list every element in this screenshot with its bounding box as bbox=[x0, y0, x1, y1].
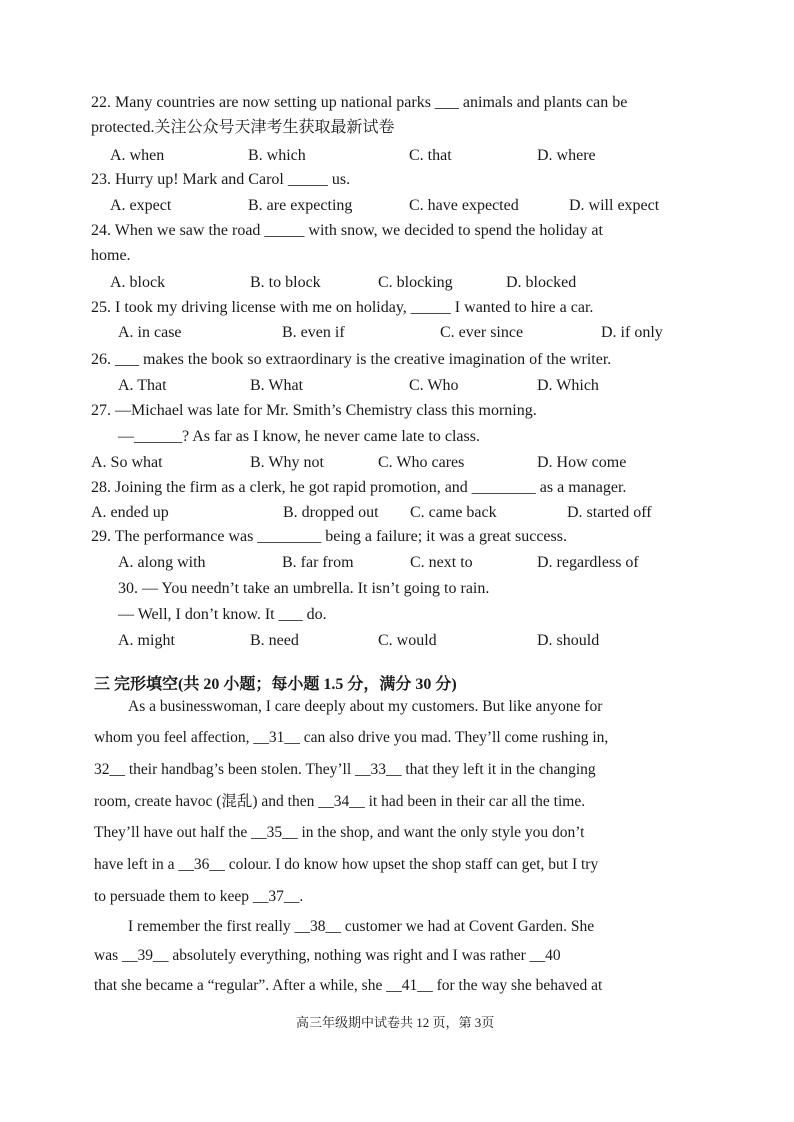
q22-line-2: protected.关注公众号天津考生获取最新试卷 bbox=[91, 119, 395, 136]
q30-option-a: A. might bbox=[118, 632, 175, 649]
q29-option-a: A. along with bbox=[118, 554, 206, 571]
q23-option-d: D. will expect bbox=[569, 197, 660, 214]
q24-line-1: 24. When we saw the road _____ with snow, we decided to spend the holiday at bbox=[91, 222, 603, 239]
q29-option-d: D. regardless of bbox=[537, 554, 639, 571]
q27-option-c: C. Who cares bbox=[378, 454, 465, 471]
cloze-line-2: whom you feel affection, __31__ can also drive you mad. They’ll come rushing in, bbox=[94, 729, 609, 746]
cloze-line-8: I remember the first really __38__ customer we had at Covent Garden. She bbox=[128, 918, 595, 935]
q22-line-1: 22. Many countries are now setting up national parks ___ animals and plants can be bbox=[91, 94, 628, 111]
cloze-line-10: that she became a “regular”. After a while, she __41__ for the way she behaved at bbox=[94, 977, 603, 994]
q24-line-2: home. bbox=[91, 247, 131, 264]
section-heading: 三 完形填空(共 20 小题；每小题 1.5 分，满分 30 分) bbox=[94, 676, 457, 693]
q23-line-1: 23. Hurry up! Mark and Carol _____ us. bbox=[91, 171, 351, 188]
q26-line-1: 26. ___ makes the book so extraordinary is the creative imagination of the writer. bbox=[91, 351, 612, 368]
q29-option-c: C. next to bbox=[410, 554, 473, 571]
q24-option-b: B. to block bbox=[250, 274, 321, 291]
q23-option-a: A. expect bbox=[110, 197, 172, 214]
q25-option-b: B. even if bbox=[282, 324, 345, 341]
q25-line-1: 25. I took my driving license with me on holiday, _____ I wanted to hire a car. bbox=[91, 299, 594, 316]
q26-option-a: A. That bbox=[118, 377, 167, 394]
q22-option-d: D. where bbox=[537, 147, 596, 164]
q26-option-d: D. Which bbox=[537, 377, 599, 394]
q26-option-b: B. What bbox=[250, 377, 304, 394]
q28-line-1: 28. Joining the firm as a clerk, he got rapid promotion, and ________ as a manager. bbox=[91, 479, 627, 496]
q27-line-1: 27. —Michael was late for Mr. Smith’s Chemistry class this morning. bbox=[91, 402, 537, 419]
q28-option-d: D. started off bbox=[567, 504, 652, 521]
page-footer: 高三年级期中试卷共 12 页，第 3页 bbox=[296, 1015, 495, 1030]
q30-option-d: D. should bbox=[537, 632, 600, 649]
q29-option-b: B. far from bbox=[282, 554, 354, 571]
q27-option-d: D. How come bbox=[537, 454, 627, 471]
q28-option-a: A. ended up bbox=[91, 504, 169, 521]
q24-option-a: A. block bbox=[110, 274, 166, 291]
cloze-line-3: 32__ their handbag’s been stolen. They’ll __33__ that they left it in the changing bbox=[94, 761, 596, 778]
q25-option-c: C. ever since bbox=[440, 324, 524, 341]
cloze-line-6: have left in a __36__ colour. I do know how upset the shop staff can get, but I try bbox=[94, 856, 599, 873]
q22-option-a: A. when bbox=[110, 147, 165, 164]
q30-option-c: C. would bbox=[378, 632, 437, 649]
q25-option-a: A. in case bbox=[118, 324, 182, 341]
q22-option-b: B. which bbox=[248, 147, 306, 164]
q27-option-a: A. So what bbox=[91, 454, 163, 471]
q26-option-c: C. Who bbox=[409, 377, 459, 394]
cloze-line-5: They’ll have out half the __35__ in the shop, and want the only style you don’t bbox=[94, 824, 585, 841]
q27-line-2: —______? As far as I know, he never came late to class. bbox=[118, 428, 480, 445]
q30-line-1: 30. — You needn’t take an umbrella. It isn’t going to rain. bbox=[118, 580, 490, 597]
q28-option-b: B. dropped out bbox=[283, 504, 379, 521]
cloze-line-9: was __39__ absolutely everything, nothing was right and I was rather __40 bbox=[94, 947, 561, 964]
q30-option-b: B. need bbox=[250, 632, 299, 649]
q29-line-1: 29. The performance was ________ being a failure; it was a great success. bbox=[91, 528, 567, 545]
cloze-line-1: As a businesswoman, I care deeply about my customers. But like anyone for bbox=[128, 698, 603, 715]
q24-option-d: D. blocked bbox=[506, 274, 577, 291]
q23-option-c: C. have expected bbox=[409, 197, 519, 214]
q30-line-2: — Well, I don’t know. It ___ do. bbox=[118, 606, 327, 623]
cloze-line-4: room, create havoc (混乱) and then __34__ it had been in their car all the time. bbox=[94, 793, 586, 810]
q22-option-c: C. that bbox=[409, 147, 452, 164]
q25-option-d: D. if only bbox=[601, 324, 663, 341]
q28-option-c: C. came back bbox=[410, 504, 497, 521]
q23-option-b: B. are expecting bbox=[248, 197, 353, 214]
cloze-line-7: to persuade them to keep __37__. bbox=[94, 888, 304, 905]
q27-option-b: B. Why not bbox=[250, 454, 324, 471]
q24-option-c: C. blocking bbox=[378, 274, 453, 291]
